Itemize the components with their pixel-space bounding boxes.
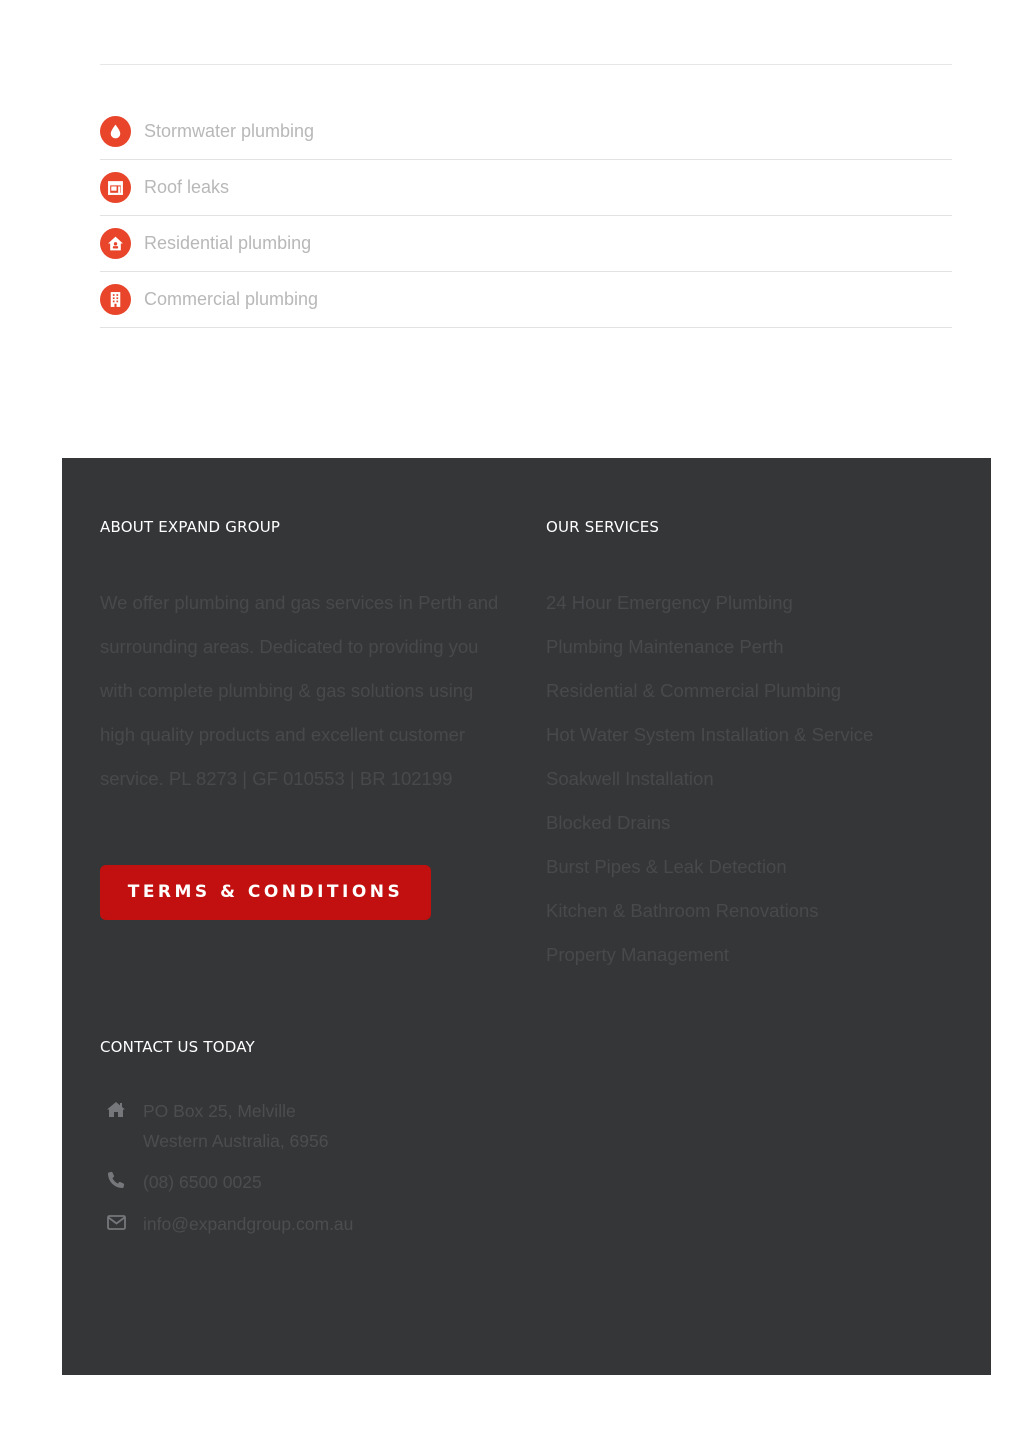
list-item [546,889,873,933]
service-link[interactable]: Residential & Commercial Plumbing [546,680,842,701]
list-item [546,713,873,757]
list-item [546,845,873,889]
service-item-commercial [100,272,952,328]
list-item [546,933,873,977]
list-item [546,801,873,845]
storefront-icon [100,172,131,203]
phone-number[interactable]: (08) 6500 0025 [143,1172,262,1192]
service-link[interactable]: 24 Hour Emergency Plumbing [546,592,793,613]
contact-address [100,1096,328,1156]
address-line-1: PO Box 25, Melville [143,1101,296,1121]
service-link[interactable]: Kitchen & Bathroom Renovations [546,900,819,921]
list-item [546,581,873,625]
service-link[interactable]: Property Management [546,944,730,965]
contact-heading: CONTACT US TODAY [100,1038,255,1056]
service-item-label: Residential plumbing [144,233,312,253]
service-item-roof-leaks [100,160,952,216]
list-item [546,625,873,669]
service-item-label: Commercial plumbing [144,289,319,309]
service-link[interactable]: Burst Pipes & Leak Detection [546,856,787,877]
service-item-label: Stormwater plumbing [144,121,315,141]
about-text: We offer plumbing and gas services in Perth and surrounding areas. Dedicated to providing you with complete plumbing & gas solutions using high quality products and excellent customer service. PL 8273 | GF 010553 | BR 102199 [100,592,499,789]
terms-conditions-button[interactable]: TERMS & CONDITIONS [100,865,431,920]
service-link[interactable]: Plumbing Maintenance Perth [546,636,784,657]
list-item [546,669,873,713]
service-link[interactable]: Blocked Drains [546,812,671,833]
service-item-residential [100,216,952,272]
service-list [100,104,952,328]
services-heading: OUR SERVICES [546,518,660,536]
building-icon [100,284,131,315]
list-item [546,757,873,801]
contact-phone [100,1167,262,1197]
house-icon [100,228,131,259]
top-divider [100,64,952,65]
home-icon [100,1099,132,1119]
water-drop-icon [100,116,131,147]
about-heading: ABOUT EXPAND GROUP [100,518,281,536]
phone-icon [100,1170,132,1190]
envelope-icon [100,1212,132,1232]
site-footer [62,458,991,1375]
service-link[interactable]: Hot Water System Installation & Service [546,724,874,745]
service-item-label: Roof leaks [144,177,230,197]
contact-email [100,1209,353,1239]
service-link[interactable]: Soakwell Installation [546,768,714,789]
service-item-stormwater [100,104,952,160]
email-address[interactable]: info@expandgroup.com.au [143,1214,354,1234]
address-line-2: Western Australia, 6956 [143,1131,329,1151]
services-link-list [546,581,873,977]
